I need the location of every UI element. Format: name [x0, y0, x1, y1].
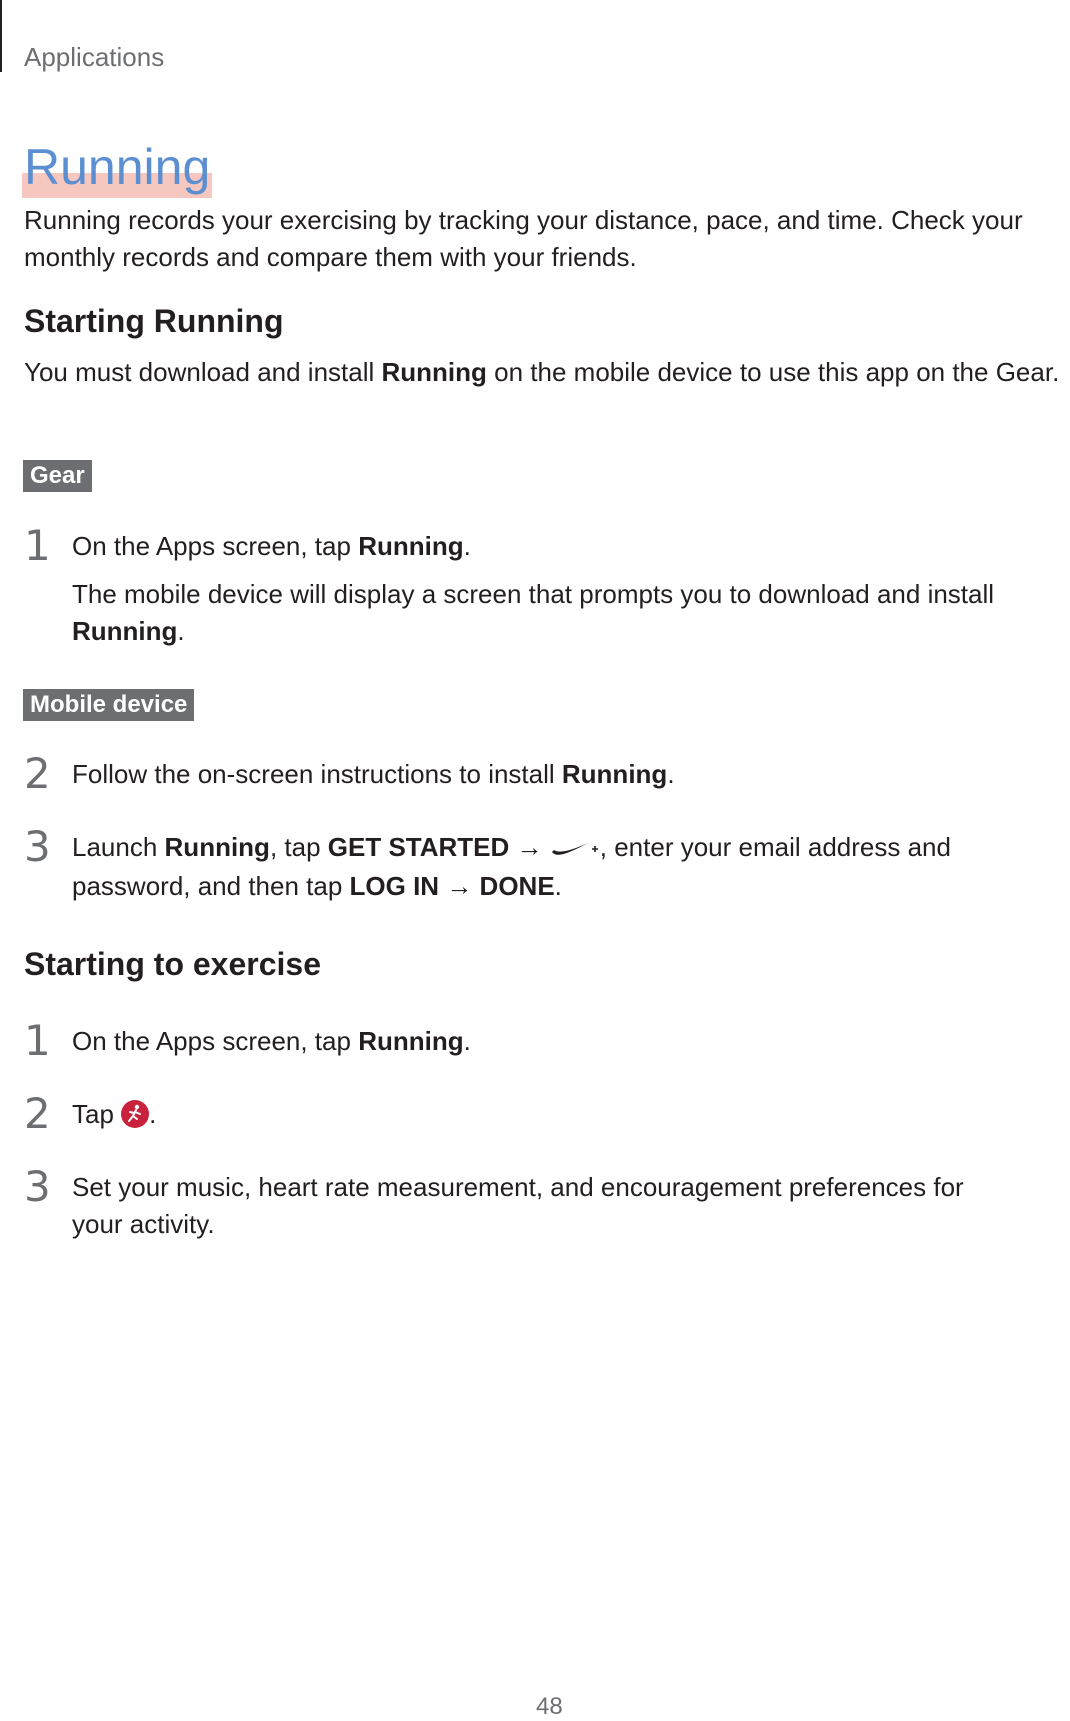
- device-label-gear: Gear: [23, 460, 92, 492]
- step-text: Launch Running, tap GET STARTED → , enter your email address and password, and then tap LOG IN → DONE.: [72, 832, 951, 901]
- step-note: The mobile device will display a screen that prompts you to download and install Running.: [72, 579, 995, 646]
- starting-running-intro: You must download and install Running on the mobile device to use this app on the Gear.: [24, 357, 1060, 387]
- step-text: Follow the on-screen instructions to install Running.: [72, 759, 675, 789]
- step-text: On the Apps screen, tap Running.: [72, 531, 471, 561]
- running-start-icon: [121, 1100, 149, 1128]
- page-title: Running: [22, 142, 212, 198]
- step-number: 1: [24, 521, 51, 570]
- step-number: 2: [24, 749, 51, 798]
- step-number: 3: [24, 1162, 51, 1211]
- nike-plus-icon: [550, 831, 600, 868]
- page-header: Applications: [24, 42, 165, 72]
- page-edge-rule: [0, 0, 2, 72]
- step-text: Tap .: [72, 1099, 157, 1129]
- step-number: 3: [24, 822, 51, 871]
- step-number: 2: [24, 1089, 51, 1138]
- page-number: 48: [536, 1693, 563, 1720]
- device-label-mobile: Mobile device: [23, 689, 194, 721]
- section-heading-starting-exercise: Starting to exercise: [24, 946, 321, 982]
- intro-paragraph: Running records your exercising by tracking your distance, pace, and time. Check your monthly records and compare them with your friends.: [24, 205, 1023, 272]
- step-number: 1: [24, 1016, 51, 1065]
- section-heading-starting-running: Starting Running: [24, 303, 284, 339]
- step-text: On the Apps screen, tap Running.: [72, 1026, 471, 1056]
- step-text: Set your music, heart rate measurement, and encouragement preferences for your activity.: [72, 1172, 964, 1239]
